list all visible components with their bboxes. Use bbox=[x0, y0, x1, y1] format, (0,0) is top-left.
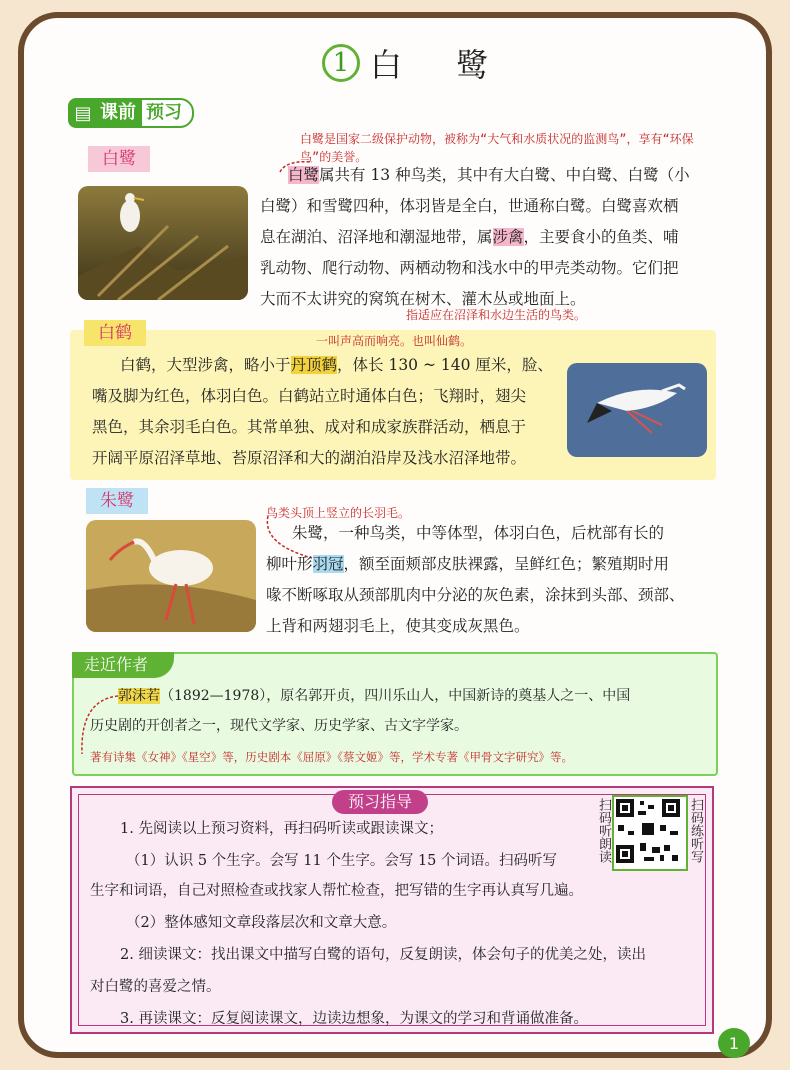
guide-step-2a: 2. 细读课文：找出课文中描写白鹭的语句，反复朗读，体会句子的优美之处，读出 bbox=[120, 947, 646, 963]
egret-photo bbox=[78, 186, 248, 300]
guide-step-2b: 对白鹭的喜爱之情。 bbox=[90, 979, 221, 995]
egret-line-1: 属共有 13 种鸟类，其中有大白鹭、中白鹭、白鹭（小 bbox=[319, 166, 690, 184]
ibis-line-2a: 柳叶形 bbox=[266, 555, 313, 573]
egret-tag: 白鹭 bbox=[88, 146, 150, 172]
crane-line-1 bbox=[120, 350, 580, 381]
guide-step-1-1a: （1）认识 5 个生字。会写 11 个生字。会写 15 个词语。扫码听写 bbox=[126, 853, 558, 869]
crane-annotation: 一叫声高而响亮。也叫仙鹤。 bbox=[316, 334, 473, 348]
lesson-number: 1 bbox=[322, 44, 360, 82]
author-name: 郭沫若 bbox=[118, 688, 160, 704]
term-wading-bird: 涉禽 bbox=[492, 228, 524, 246]
author-line-2: 历史剧的开创者之一，现代文学家、历史学家、古文字学家。 bbox=[90, 718, 468, 734]
egret-line-3a: 息在湖泊、沼泽地和潮湿地带，属 bbox=[260, 228, 493, 246]
egret-line-3b: ，主要食小的鱼类、哺 bbox=[523, 228, 679, 246]
page-number: 1 bbox=[718, 1028, 750, 1058]
page-title: 白 鹭 bbox=[370, 46, 511, 84]
guide-step-1-2: （2）整体感知文章段落层次和文章大意。 bbox=[126, 915, 397, 931]
preview-badge bbox=[68, 98, 194, 128]
guide-step-1: 1. 先阅读以上预习资料，再扫码听读或跟读课文； bbox=[120, 821, 443, 837]
egret-line-2: 白鹭）和雪鹭四种，体羽皆是全白，世通称白鹭。白鹭喜欢栖 bbox=[260, 197, 679, 215]
ibis-line-2b: ，额至面颊部皮肤裸露，呈鲜红色；繁殖期时用 bbox=[343, 555, 670, 573]
author-works-annotation: 著有诗集《女神》《星空》等，历史剧本《屈原》《蔡文姬》等，学术专著《甲骨文字研究》等。 bbox=[90, 750, 573, 764]
crane-line-3: 黑色，其余羽毛白色。其常单独、成对和成家族群活动，栖息于 bbox=[92, 418, 527, 436]
badge-left-label: 课前 bbox=[98, 98, 140, 128]
ibis-line-3: 喙不断啄取从颈部肌肉中分泌的灰色素，涂抹到头部、颈部、 bbox=[266, 586, 685, 604]
ibis-line-2 bbox=[266, 549, 716, 580]
egret-paragraph bbox=[288, 160, 718, 191]
author-line-1 bbox=[118, 684, 714, 708]
crane-photo bbox=[567, 363, 707, 457]
guide-step-3: 3. 再读课文：反复阅读课文，边读边想象，为课文的学习和背诵做准备。 bbox=[120, 1011, 588, 1027]
notebook-icon: ▤ bbox=[68, 98, 98, 128]
crane-line-1b: ，体长 130 ~ 140 厘米，脸、 bbox=[337, 356, 553, 374]
crane-line-4: 开阔平原沼泽草地、苔原沼泽和大的湖泊沿岸及浅水沼泽地带。 bbox=[92, 449, 527, 467]
ibis-photo bbox=[86, 520, 256, 632]
wading-bird-annotation: 指适应在沼泽和水边生活的鸟类。 bbox=[406, 308, 587, 322]
author-line-1a: （1892—1978），原名郭开贞，四川乐山人，中国新诗的奠基人之一、中国 bbox=[160, 688, 631, 704]
ibis-tag: 朱鹭 bbox=[86, 488, 148, 514]
guide-heading: 预习指导 bbox=[332, 790, 428, 814]
ibis-annotation: 鸟类头顶上竖立的长羽毛。 bbox=[266, 506, 411, 520]
ibis-line-1: 朱鹭，一种鸟类，中等体型，体羽白色，后枕部有长的 bbox=[292, 524, 665, 542]
egret-annotation: 白鹭是国家二级保护动物，被称为“大气和水质状况的监测鸟”，享有“环保鸟”的美誉。 bbox=[300, 132, 694, 164]
scan-dictation-label: 扫码练听写 bbox=[688, 798, 703, 863]
author-heading: 走近作者 bbox=[72, 652, 174, 678]
crane-line-1a: 白鹤，大型涉禽，略小于 bbox=[120, 356, 291, 374]
term-crest: 羽冠 bbox=[312, 555, 344, 573]
lesson-title bbox=[322, 40, 510, 86]
ibis-line-4: 上背和两翅羽毛上，使其变成灰黑色。 bbox=[266, 617, 530, 635]
egret-line-5: 大而不太讲究的窝筑在树木、灌木丛或地面上。 bbox=[260, 290, 586, 308]
egret-line-3 bbox=[260, 222, 720, 253]
crane-line-2: 嘴及脚为红色，体羽白色。白鹤站立时通体白色；飞翔时，翅尖 bbox=[92, 387, 527, 405]
crane-tag: 白鹤 bbox=[84, 320, 146, 346]
badge-right-label: 预习 bbox=[140, 98, 194, 128]
term-egret: 白鹭 bbox=[288, 166, 320, 184]
scan-listen-label: 扫码听朗读 bbox=[596, 798, 611, 863]
egret-line-4: 乳动物、爬行动物、两栖动物和浅水中的甲壳类动物。它们把 bbox=[260, 259, 679, 277]
guide-step-1-1b: 生字和词语，自己对照检查或找家人帮忙检查，把写错的生字再认真写几遍。 bbox=[90, 883, 583, 899]
term-red-crowned-crane: 丹顶鹤 bbox=[290, 356, 338, 374]
